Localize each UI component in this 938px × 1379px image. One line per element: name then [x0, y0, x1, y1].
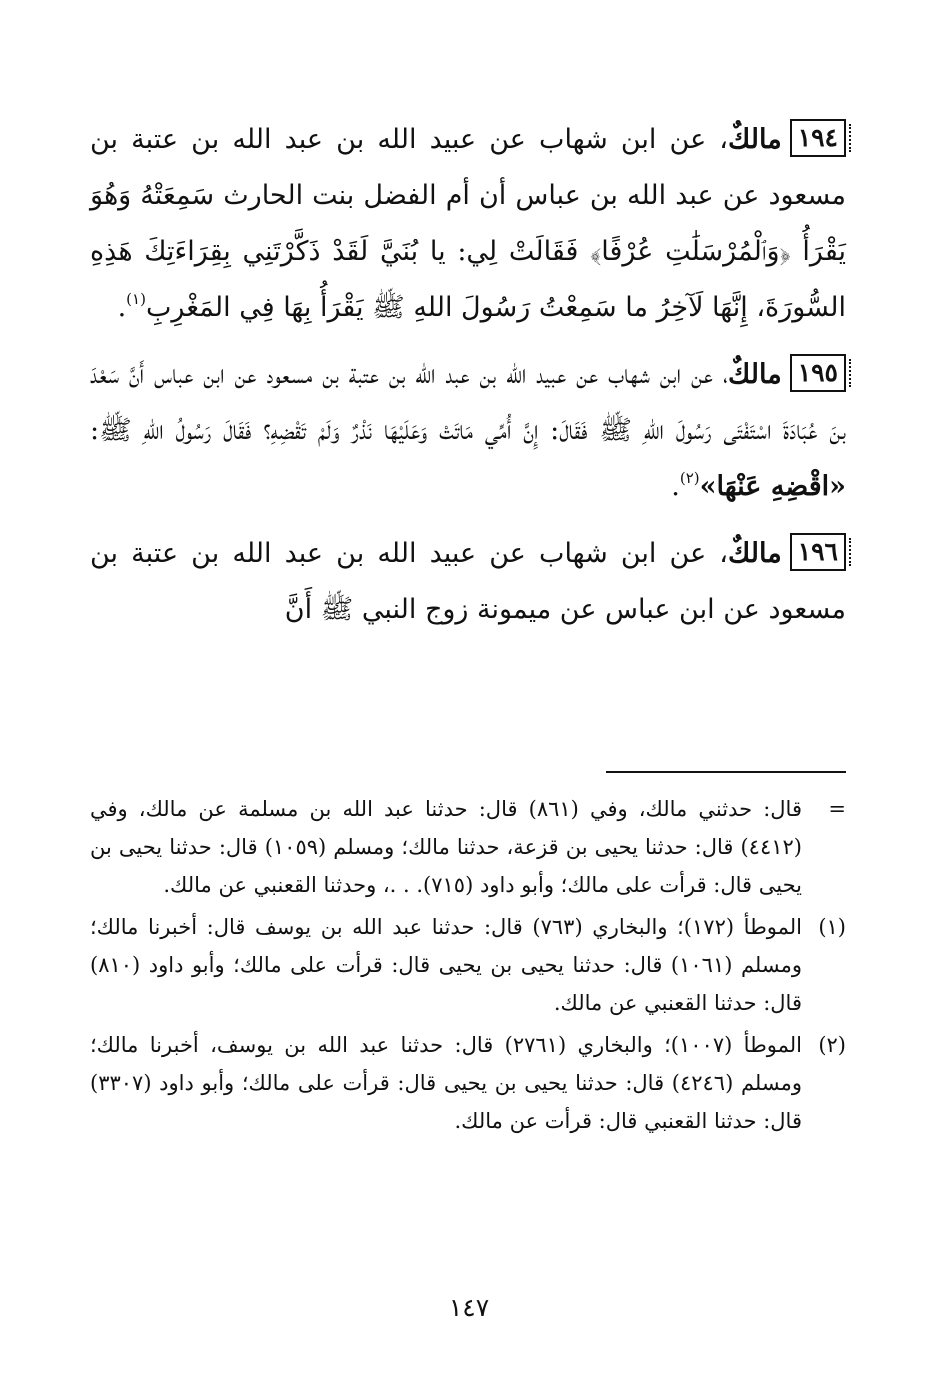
footnote-divider	[606, 771, 846, 773]
narrator-name: مالكٌ	[728, 359, 782, 390]
footnote-mark: =	[828, 797, 846, 821]
hadith-number-box: ١٩٤	[790, 119, 846, 157]
main-text	[90, 112, 846, 649]
narrator-name: مالكٌ	[728, 538, 782, 569]
hadith-195	[90, 347, 846, 515]
footnote-ref: (١)	[126, 290, 146, 308]
page-number: ١٤٧	[448, 1293, 490, 1322]
footnote-ref: (٢)	[679, 469, 700, 487]
footnotes	[90, 790, 846, 1144]
hadith-text: ، عن ابن شهاب عن عبيد الله بن عبد الله بن عتبة بن مسعود عن ابن عباس أَنَّ سَعْدَ بنَ عُبَادَةَ اسْتَفْتَى رَسُولَ اللهِ ﷺ فَقَالَ: إِنَّ أُمِّي مَاتَتْ وَعَلَيْهَا نَذْرٌ وَلَمْ تَقْضِهِ؟ فَقَالَ رَسُولُ اللهِ ﷺ:	[90, 359, 846, 446]
footnote-text: قال: حدثني مالك، وفي (٨٦١) قال: حدثنا عبد الله بن مسلمة عن مالك، وفي (٤٤١٢) قال: حدثنا يحيى بن قزعة، حدثنا مالك؛ ومسلم (١٠٥٩) قال: حدثنا يحيى بن يحيى قال: قرأت على مالك؛ وأبو داود (٧١٥). . .، وحدثنا القعنبي عن مالك.	[90, 797, 802, 897]
footnote-mark: (١)	[818, 915, 846, 939]
footnote-2	[90, 1026, 846, 1140]
hadith-end: .	[671, 471, 680, 502]
hadith-194	[90, 112, 846, 336]
hadith-number-box: ١٩٦	[790, 533, 846, 571]
hadith-number-box: ١٩٥	[790, 354, 846, 392]
footnote-mark: (٢)	[818, 1033, 846, 1057]
prophet-quote: «اقْضِهِ عَنْهَا»	[699, 471, 846, 502]
hadith-text: ، عن ابن شهاب عن عبيد الله بن عبد الله بن عتبة بن مسعود عن عبد الله بن عباس أن أم الفضل بنت الحارث سَمِعَتْهُ وَهُوَ يَقْرَأُ ﴿وَٱلْمُرْسَلَٰتِ عُرْفًا﴾ فَقَالَتْ لِي: يا بُنَيَّ لَقَدْ ذَكَّرْتَنِي بِقِرَاءَتِكَ هَذِهِ السُّورَةَ، إِنَّهَا لَآخِرُ ما سَمِعْتُ رَسُولَ اللهِ ﷺ يَقْرَأُ بِهَا فِي المَغْرِبِ	[90, 124, 846, 323]
narrator-name: مالكٌ	[728, 124, 782, 155]
hadith-196	[90, 526, 846, 638]
footnote-text: الموطأ (١٠٠٧)؛ والبخاري (٢٧٦١) قال: حدثنا عبد الله بن يوسف، أخبرنا مالك؛ ومسلم (٤٢٤٦) قال: حدثنا يحيى بن يحيى قال: قرأت على مالك؛ وأبو داود (٣٣٠٧) قال: حدثنا القعنبي قال: قرأت عن مالك.	[90, 1033, 802, 1133]
footnote-continued	[90, 790, 846, 904]
footnote-text: الموطأ (١٧٢)؛ والبخاري (٧٦٣) قال: حدثنا عبد الله بن يوسف قال: أخبرنا مالك؛ ومسلم (١٠٦١) قال: حدثنا يحيى بن يحيى قال: قرأت على مالك؛ وأبو داود (٨١٠) قال: حدثنا القعنبي عن مالك.	[90, 915, 803, 1015]
footnote-1	[90, 908, 846, 1022]
hadith-end: .	[117, 292, 127, 323]
hadith-text: ، عن ابن شهاب عن عبيد الله بن عبد الله بن عتبة بن مسعود عن ابن عباس عن ميمونة زوج النبي ﷺ أَنَّ	[90, 538, 846, 625]
